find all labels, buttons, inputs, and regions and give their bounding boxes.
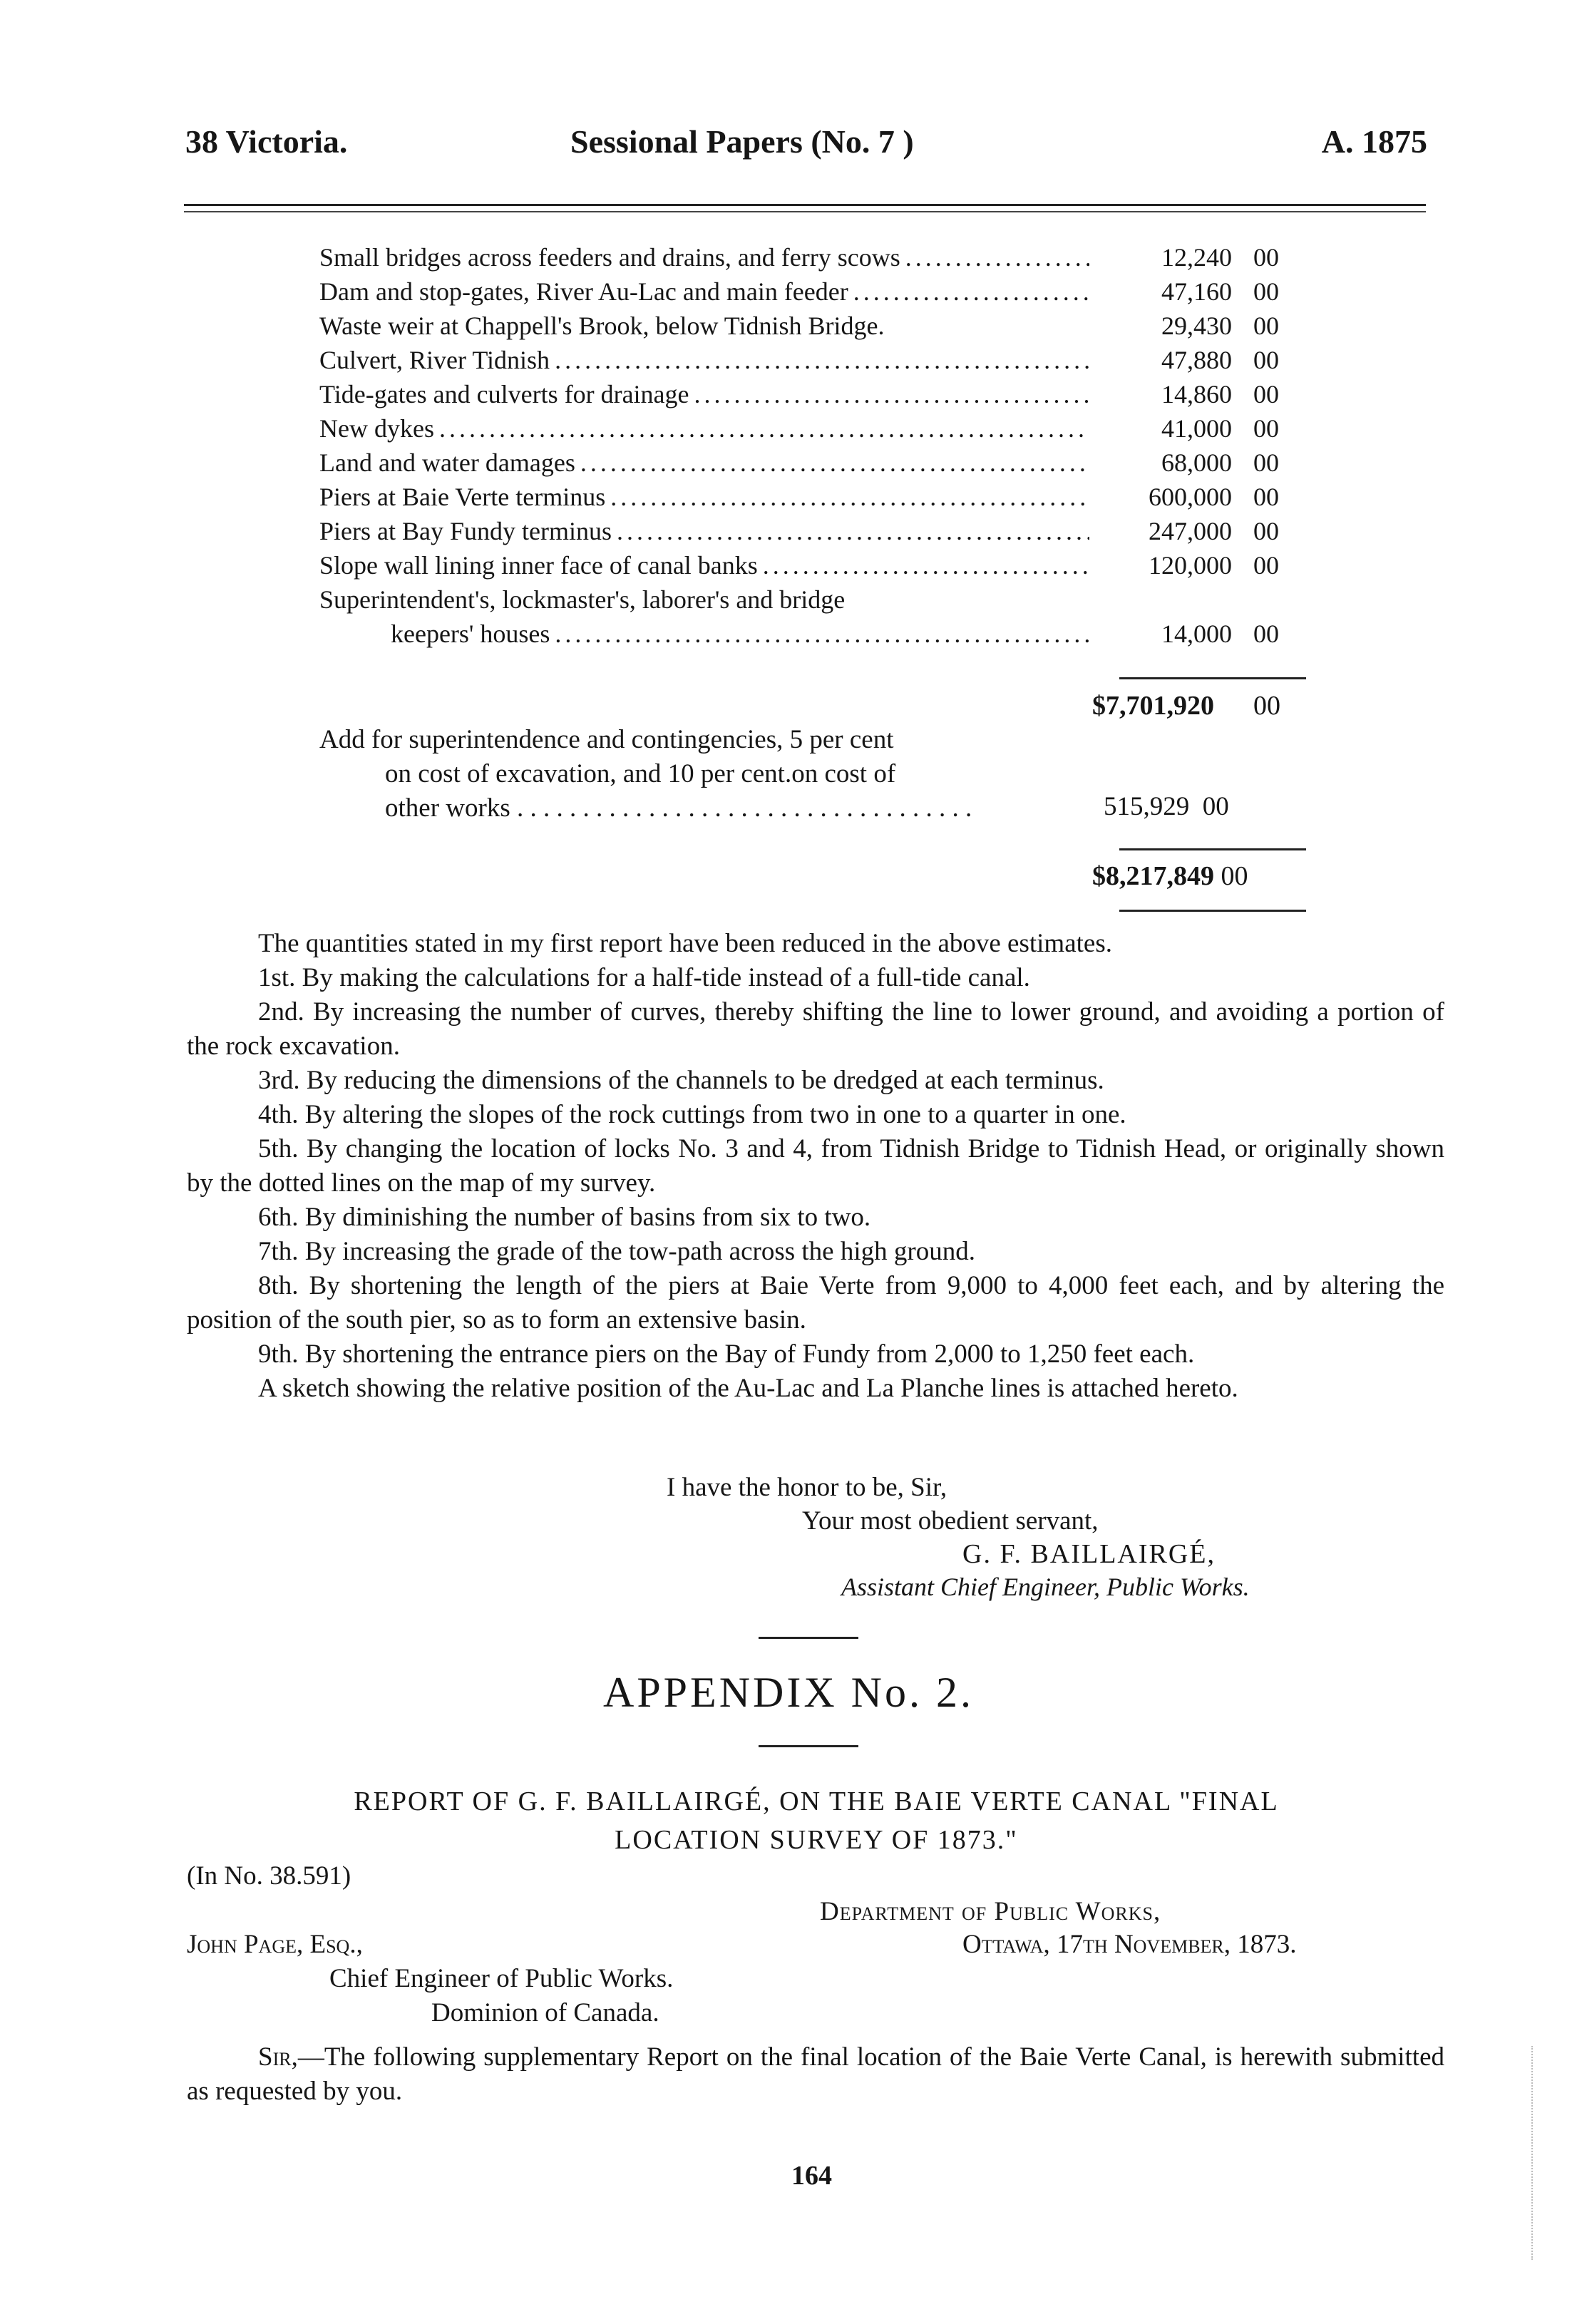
signature-name: G. F. BAILLAIRGÉ, <box>962 1539 1216 1569</box>
page-number: 164 <box>791 2161 832 2191</box>
place-date: Ottawa, 17th November, 1873. <box>962 1930 1297 1959</box>
report-title: REPORT OF G. F. BAILLAIRGÉ, ON THE BAIE VERTE CANAL "FINAL LOCATION SURVEY OF 1873." <box>354 1786 1279 1855</box>
contingencies-description: Add for superintendence and contingencies, 5 per cent on cost of excavation, and 10 per cent.on cost of other works . . . . . . . . . . . . . . . . . . . . . . . . . . . . . . . . . . . <box>319 725 972 823</box>
estimate-row-multiline: Superintendent's, lockmaster's, laborer's and bridge <box>319 585 846 614</box>
subtotal: $7,701,920 00 <box>1092 691 1280 721</box>
total-underline <box>1119 910 1306 912</box>
contingencies-amount: 515,929 00 <box>1104 792 1229 821</box>
estimate-row: Small bridges across feeders and drains, and ferry scows . . . 12,240 00 <box>319 242 1317 277</box>
reference-number: (In No. 38.591) <box>187 1861 351 1891</box>
header-volume: 38 Victoria. <box>185 123 348 160</box>
estimate-row: Dam and stop-gates, River Au-Lac and main feeder . . . 47,160 00 <box>319 277 1317 311</box>
grand-total: $8,217,849 00 <box>1092 861 1248 891</box>
running-header <box>185 123 1427 165</box>
letter-opening <box>187 2040 1444 2109</box>
paragraph: The quantities stated in my first report have been reduced in the above estimates. <box>258 929 1112 958</box>
section-divider <box>759 1637 858 1639</box>
paragraph: A sketch showing the relative position of the Au-Lac and La Planche lines is attached hereto. <box>258 1374 1238 1403</box>
paragraph: 7th. By increasing the grade of the tow-path across the high ground. <box>258 1237 975 1266</box>
total-rule <box>1119 848 1306 850</box>
signature-title: Assistant Chief Engineer, Public Works. <box>841 1573 1250 1601</box>
sum-rule <box>1119 677 1306 679</box>
header-rule <box>184 204 1426 206</box>
paragraph: 2nd. By increasing the number of curves, thereby shifting the line to lower ground, and avoiding a portion of the rock excavation. <box>187 997 1444 1061</box>
header-rule-secondary <box>184 211 1426 212</box>
paragraph: 3rd. By reducing the dimensions of the channels to be dredged at each terminus. <box>258 1066 1104 1095</box>
addressee: John Page, Esq., <box>187 1930 363 1959</box>
estimate-row: Slope wall lining inner face of canal banks . . . 120,000 00 <box>319 550 1317 585</box>
closing-line-1: I have the honor to be, Sir, <box>667 1473 947 1502</box>
estimate-row-continuation: keepers' houses . . . 14,000 00 <box>319 619 1317 653</box>
header-title: Sessional Papers (No. 7 ) <box>570 123 914 160</box>
estimate-row: Piers at Baie Verte terminus . . . 600,000 00 <box>319 482 1317 516</box>
paragraph: 1st. By making the calculations for a half-tide instead of a full-tide canal. <box>258 963 1030 992</box>
closing-line-2: Your most obedient servant, <box>802 1506 1099 1536</box>
header-year: A. 1875 <box>1321 123 1427 160</box>
salutation: Sir, <box>258 2042 298 2072</box>
estimate-row: New dykes . . . 41,000 00 <box>319 413 1317 448</box>
addressee-title: Chief Engineer of Public Works. <box>329 1964 674 1993</box>
department-line: Department of Public Works, <box>820 1897 1161 1926</box>
paragraph: 5th. By changing the location of locks No. 3 and 4, from Tidnish Bridge to Tidnish Head, or originally shown by the dotted lines on the map of my survey. <box>187 1134 1444 1198</box>
estimate-row: Waste weir at Chappell's Brook, below Tidnish Bridge. 29,430 00 <box>319 312 1279 340</box>
paragraph: 8th. By shortening the length of the piers at Baie Verte from 9,000 to 4,000 feet each, and by altering the position of the south pier, so as to form an extensive basin. <box>187 1271 1444 1335</box>
appendix-heading: APPENDIX No. 2. <box>602 1669 975 1716</box>
estimate-row: Piers at Bay Fundy terminus . . . 247,000 00 <box>319 516 1317 550</box>
scan-margin-mark <box>1531 2046 1534 2260</box>
addressee-place: Dominion of Canada. <box>431 1998 659 2027</box>
paragraph: 6th. By diminishing the number of basins from six to two. <box>258 1203 871 1232</box>
estimate-row: Tide-gates and culverts for drainage . . . 14,860 00 <box>319 379 1317 413</box>
paragraph: 4th. By altering the slopes of the rock cuttings from two in one to a quarter in one. <box>258 1100 1126 1129</box>
paragraph: 9th. By shortening the entrance piers on the Bay of Fundy from 2,000 to 1,250 feet each. <box>258 1340 1195 1369</box>
cost-estimate-table <box>319 242 1317 653</box>
estimate-row: Culvert, River Tidnish . . . 47,880 00 <box>319 345 1317 379</box>
letter-body: —The following supplementary Report on the final location of the Baie Verte Canal, is herewith submitted as requested by you. <box>187 2042 1444 2106</box>
estimate-row: Land and water damages . . . 68,000 00 <box>319 448 1317 482</box>
reductions-list <box>187 927 1444 1406</box>
section-divider <box>759 1745 858 1747</box>
